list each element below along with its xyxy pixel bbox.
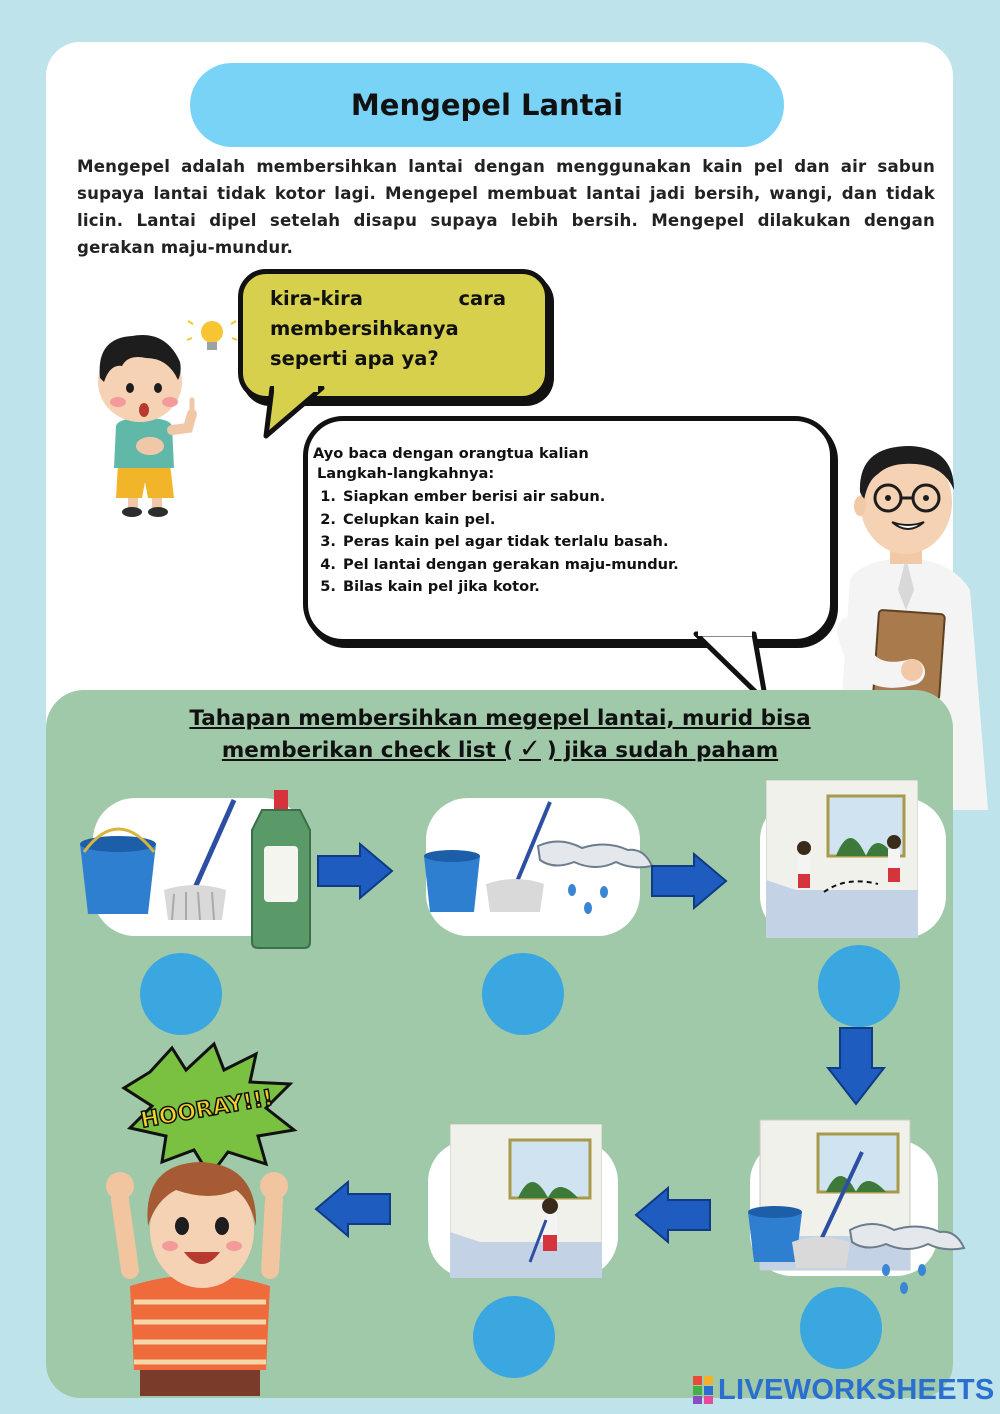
question-word-2: cara: [458, 287, 506, 310]
step-4-image: [746, 1118, 968, 1298]
arrow-down-icon: [826, 1026, 886, 1106]
step-item: 2. Celupkan kain pel.: [341, 509, 813, 532]
soap-bottle-icon: [252, 790, 310, 948]
step-3-image: [766, 780, 918, 938]
question-line-3: seperti apa ya?: [270, 347, 439, 370]
liveworksheets-logo: [692, 1372, 995, 1408]
check-circle-2[interactable]: [482, 953, 564, 1035]
arrow-left-icon: [312, 1180, 392, 1238]
cloth-icon: [538, 841, 652, 867]
check-mark-icon: ✓: [519, 734, 541, 764]
liveworksheets-blocks-icon: [692, 1375, 714, 1405]
step-item: 5. Bilas kain pel jika kotor.: [341, 576, 813, 599]
step-5-image: [450, 1124, 602, 1278]
check-circle-4[interactable]: [800, 1287, 882, 1369]
thinking-boy-illustration: [88, 318, 238, 523]
intro-paragraph: Mengepel adalah membersihkan lantai dengan menggunakan kain pel dan air sabun supaya lantai tidak kotor lagi. Mengepel membuat lantai jadi bersih, wangi, dan tidak licin. Lantai dipel setelah disapu supaya lebih bersih. Mengepel dilakukan dengan gerakan maju-mundur.: [77, 157, 935, 257]
question-line-2: membersihkanya: [270, 317, 459, 340]
step-item: 1. Siapkan ember berisi air sabun.: [341, 486, 813, 509]
cloth-icon: [850, 1224, 964, 1249]
arrow-right-icon: [316, 842, 396, 900]
question-word-1: kira-kira: [270, 287, 363, 310]
arrow-left-icon: [632, 1186, 712, 1244]
liveworksheets-wordmark: LIVEWORKSHEETS: [718, 1373, 995, 1406]
mop-icon: [164, 800, 234, 920]
step-item: 3. Peras kain pel agar tidak terlalu basah.: [341, 531, 813, 554]
step-1-image: [76, 786, 326, 956]
bucket-icon: [80, 829, 156, 914]
checklist-heading-line-1: Tahapan membersihkan megepel lantai, murid bisa: [189, 706, 811, 731]
lightbulb-icon: [187, 318, 237, 350]
step-2-image: [420, 796, 660, 926]
check-circle-1[interactable]: [140, 953, 222, 1035]
checklist-heading-line-2: memberikan check list ( ✓ ) jika sudah paham: [221, 734, 779, 764]
check-circle-3[interactable]: [818, 945, 900, 1027]
bucket-icon: [424, 850, 480, 912]
checklist-heading: [140, 703, 860, 766]
check-circle-5[interactable]: [473, 1296, 555, 1378]
instruction-text: [313, 444, 813, 599]
step-item: 4. Pel lantai dengan gerakan maju-mundur.: [341, 554, 813, 577]
water-drop-icon: [568, 884, 608, 914]
page-title: Mengepel Lantai: [190, 63, 784, 147]
instruction-intro: Ayo baca dengan orangtua kalian: [313, 445, 589, 462]
question-text: [270, 284, 506, 374]
step-list: [313, 486, 813, 599]
happy-kid-illustration: [90, 1040, 310, 1396]
instruction-heading: Langkah-langkahnya:: [317, 465, 495, 482]
arrow-right-icon: [650, 852, 730, 910]
hooray-text: HOORAY!!!: [138, 1085, 275, 1134]
